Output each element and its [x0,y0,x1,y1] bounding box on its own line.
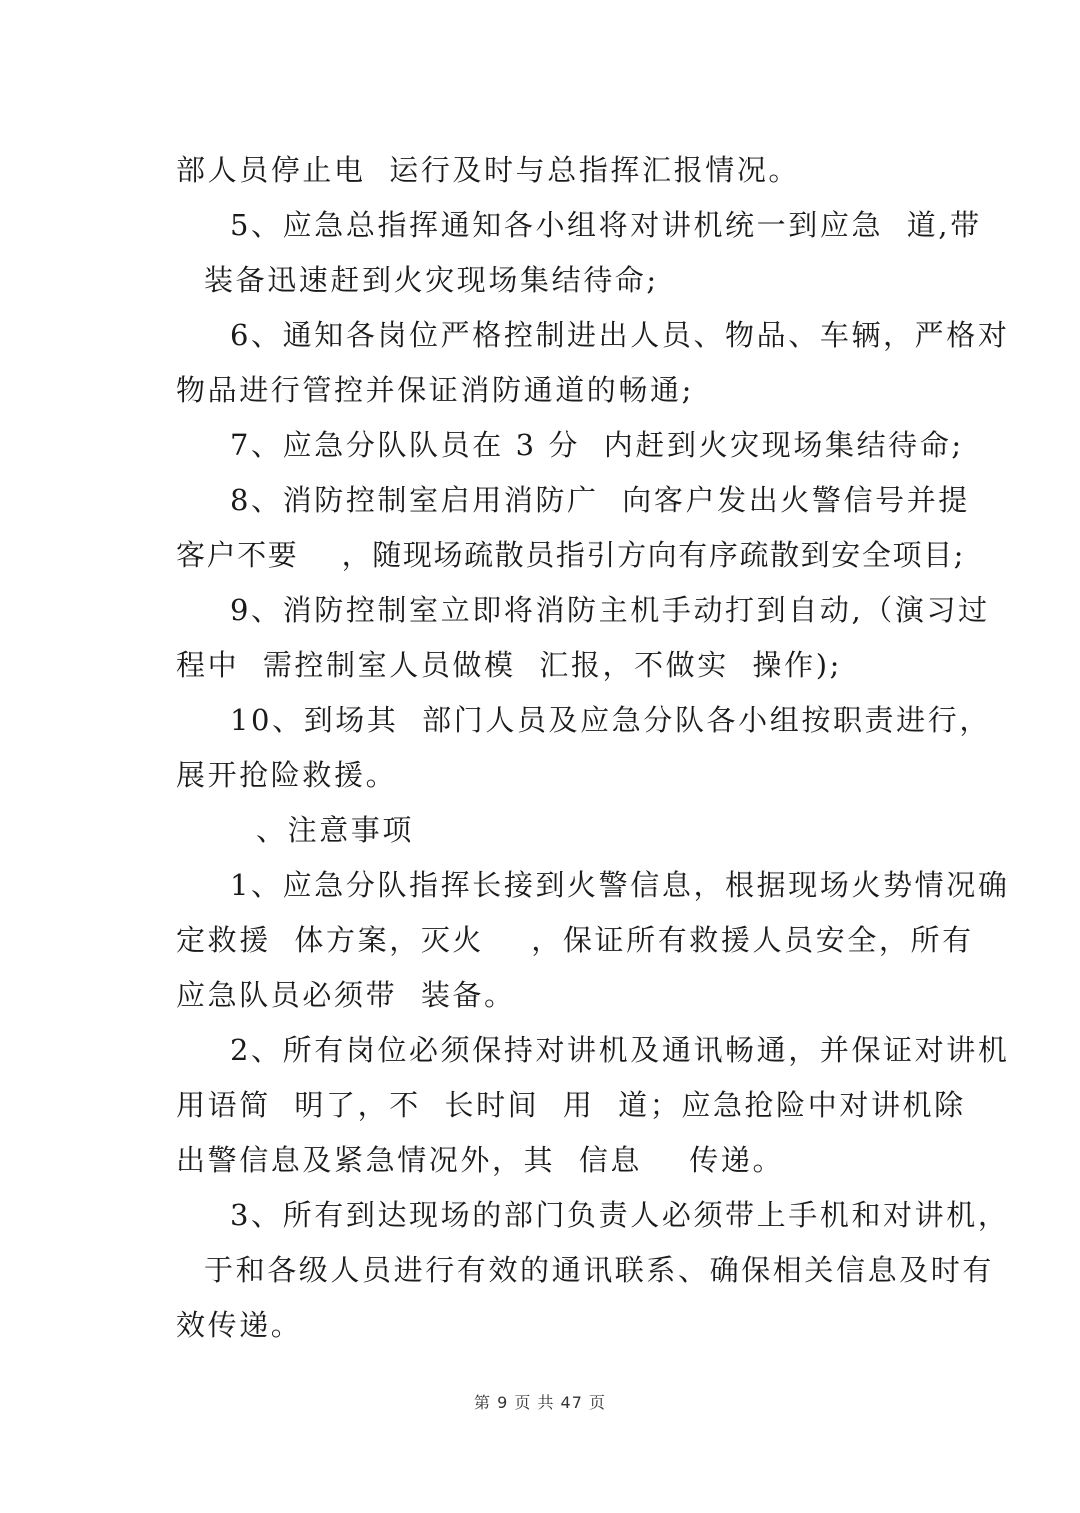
body-text-line: 程中 需控制室人员做模 汇报，不做实 操作); [176,648,842,682]
body-text-line: 物品进行管控并保证消防通道的畅通; [176,373,694,407]
body-text-line: 于和各级人员进行有效的通讯联系、确保相关信息及时有 [204,1253,995,1287]
body-text-line: 9、消防控制室立即将消防主机手动打到自动,（演习过 [230,593,990,627]
body-text-line: 1、应急分队指挥长接到火警信息，根据现场火势情况确 [230,868,1010,902]
body-text-line: 用语简 明了，不 长时间 用 道；应急抢险中对讲机除 [176,1088,966,1122]
body-text-line: 6、通知各岗位严格控制进出人员、物品、车辆，严格对 [230,318,1010,352]
body-text-line: 5、应急总指挥通知各小组将对讲机统一到应急 道,带 [230,208,982,242]
body-text-line: 8、消防控制室启用消防广 向客户发出火警信号并提 [230,483,970,517]
body-text-line: 装备迅速赶到火灾现场集结待命; [204,263,659,297]
body-text-line: 2、所有岗位必须保持对讲机及通讯畅通，并保证对讲机 [230,1033,1010,1067]
body-text-line: 10、到场其 部门人员及应急分队各小组按职责进行， [230,703,991,737]
page-number-footer: 第 9 页 共 47 页 [474,1393,606,1412]
body-text-line: 客户不要 ，随现场疏散员指引方向有序疏散到安全项目; [176,538,966,572]
body-text-line: 3、所有到达现场的部门负责人必须带上手机和对讲机， [230,1198,1010,1232]
body-text-line: 展开抢险救援。 [176,758,398,792]
body-text-line: 效传递。 [176,1308,303,1342]
body-text-line: 定救援 体方案，灭火 ，保证所有救援人员安全，所有 [176,923,974,957]
body-text-line: 7、应急分队队员在 3 分 内赶到火灾现场集结待命; [230,428,964,462]
section-heading: 、注意事项 [256,813,415,847]
body-text-line: 出警信息及紧急情况外，其 信息 传递。 [176,1143,785,1177]
body-text-line: 应急队员必须带 装备。 [176,978,516,1012]
body-text-line: 部人员停止电 运行及时与总指挥汇报情况。 [176,153,801,187]
